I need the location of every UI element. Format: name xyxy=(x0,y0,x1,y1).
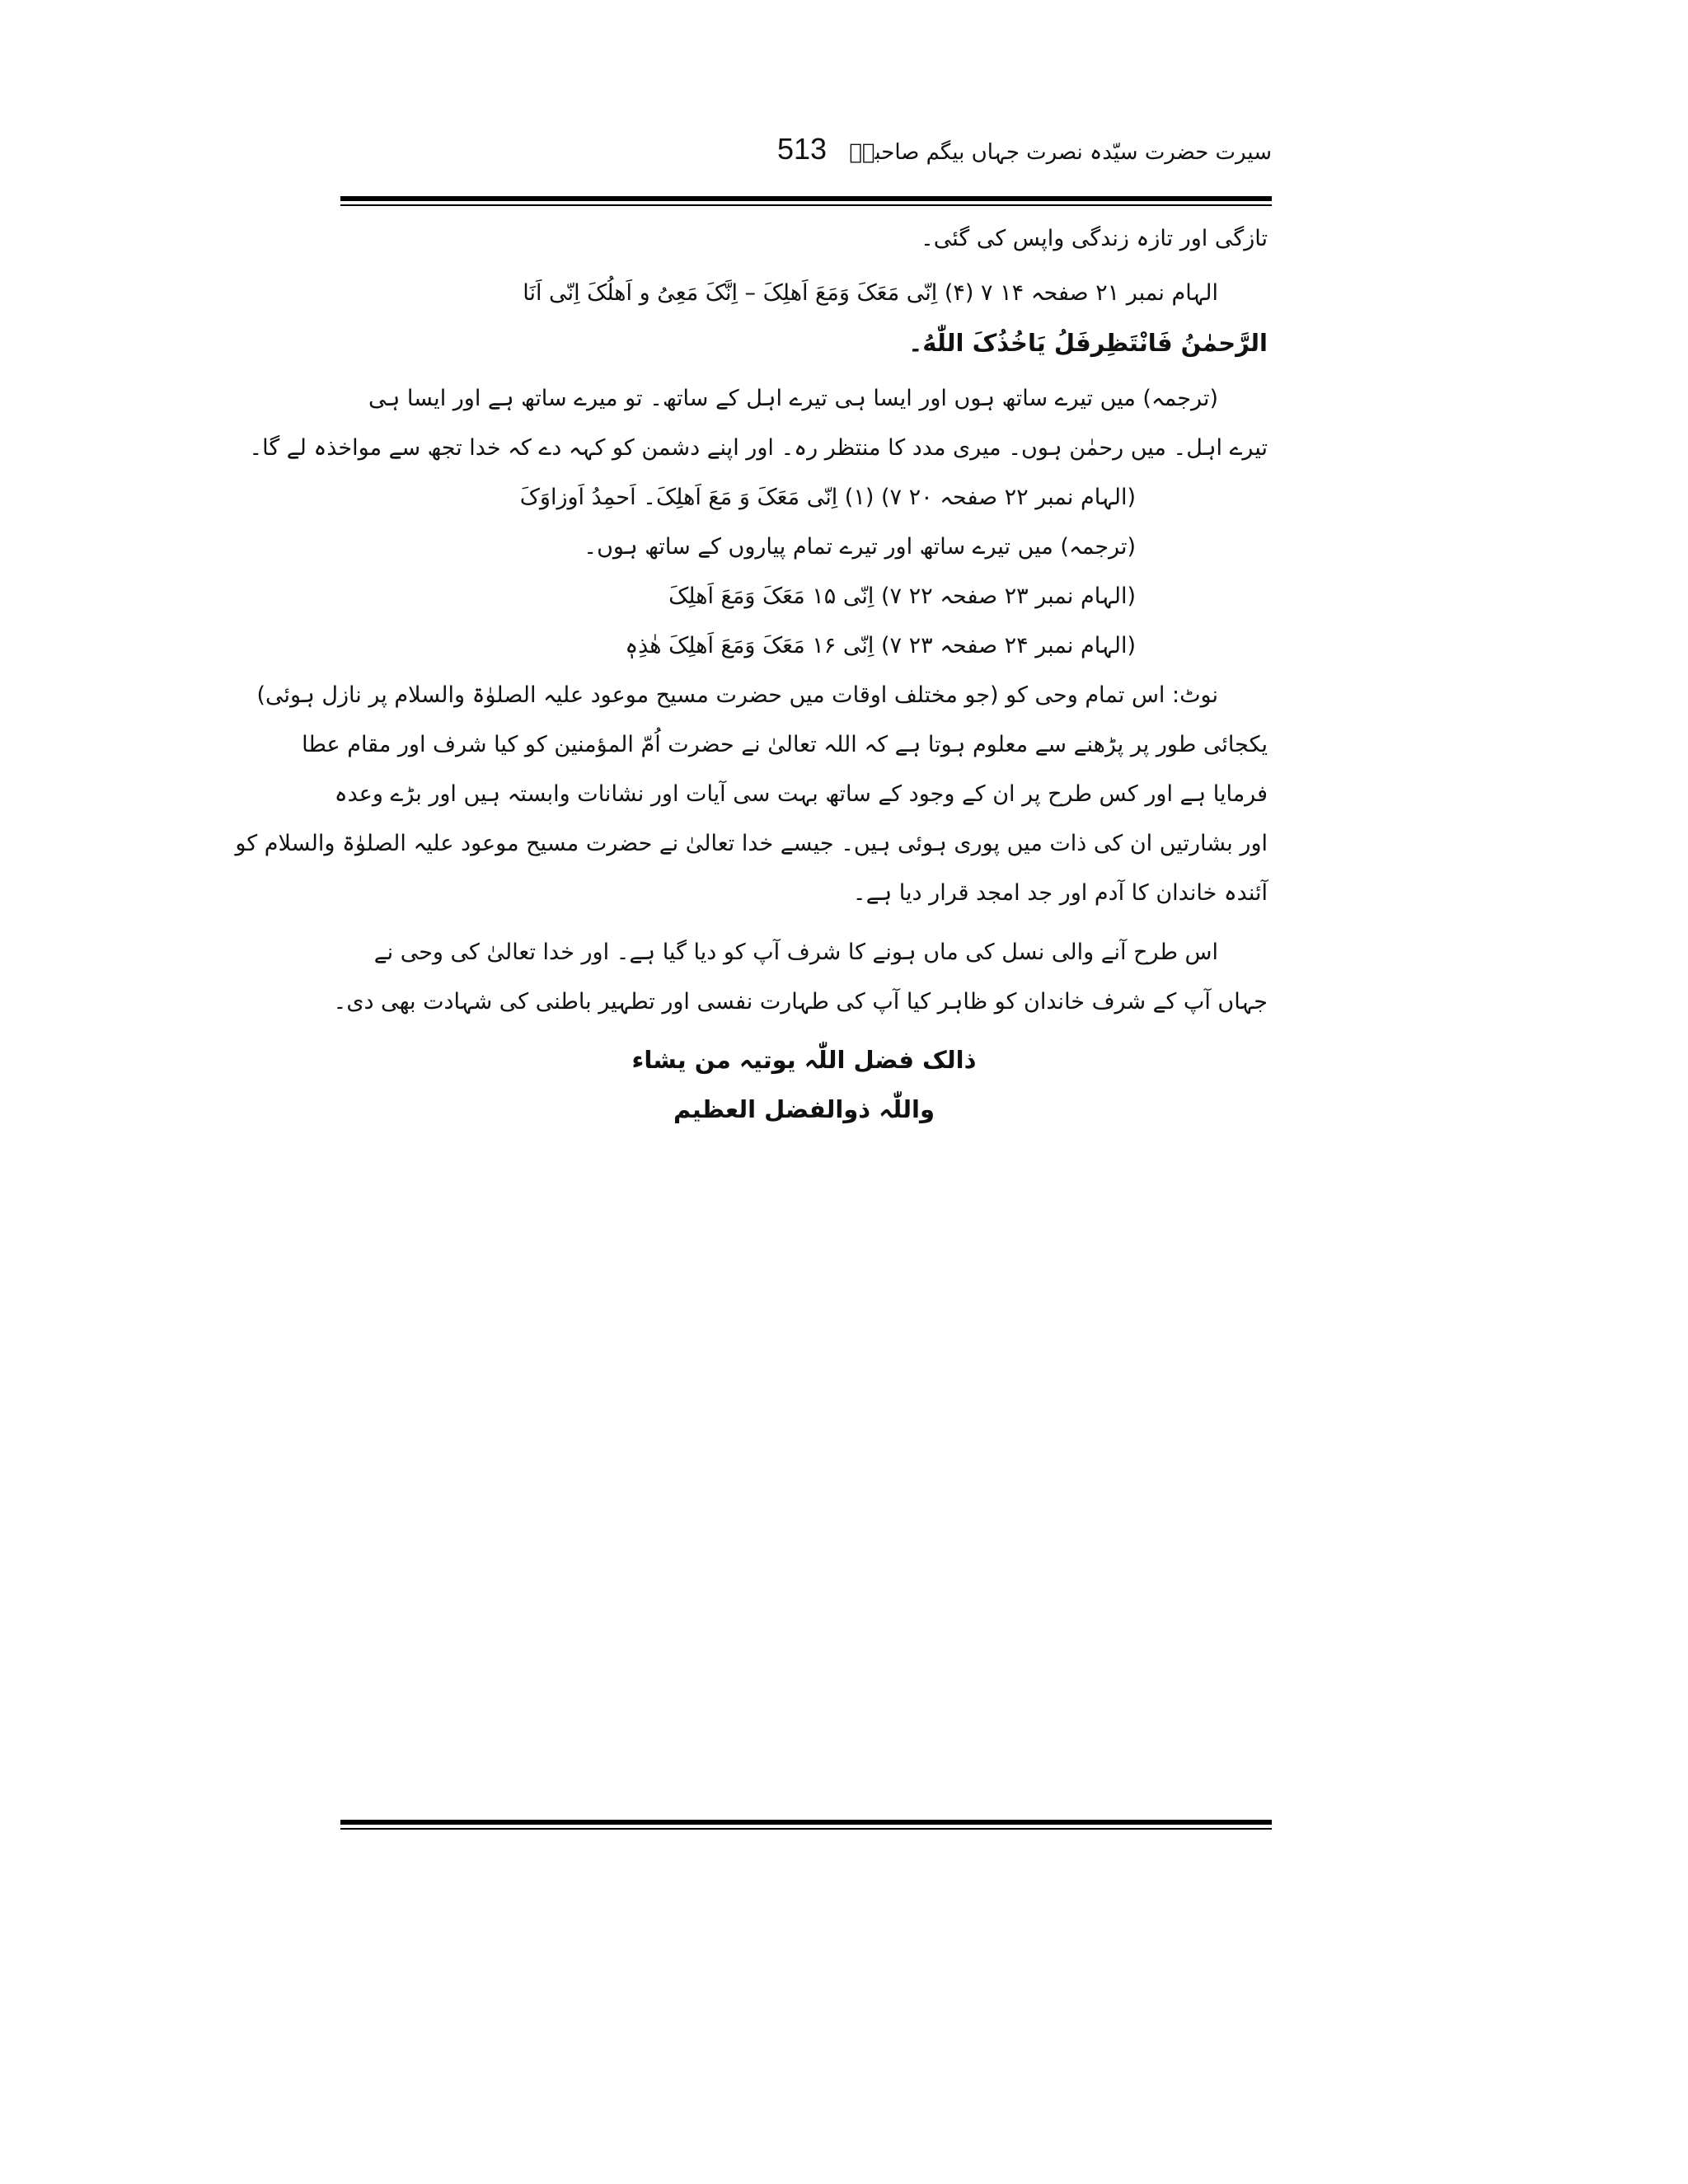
translation-line: (ترجمہ) میں تیرے ساتھ ہوں اور ایسا ہی تیرے اہل کے ساتھ۔ تو میرے ساتھ ہے اور ایسا ہی xyxy=(368,386,1218,411)
note-line: نوٹ: اس تمام وحی کو (جو مختلف اوقات میں حضرت مسیح موعود علیہ الصلوٰۃ والسلام پر نازل ہوئی) xyxy=(256,682,1218,708)
running-header-title: سیرت حضرت سیّدہ نصرت جہاں بیگم صاحبہؓ xyxy=(849,140,1272,165)
header-rule xyxy=(340,196,1272,208)
ilham-24-line: (الہام نمبر ۲۴ صفحہ ۲۳ ۷) اِنّی ۱۶ مَعَکَ وَمَعَ اَھلِکَ ھٰذِہٖ xyxy=(625,633,1136,658)
page-body xyxy=(235,214,1268,1134)
closing-line-2: واللّٰہ ذوالفضل العظیم xyxy=(673,1095,935,1123)
ilham-22-line: (الہام نمبر ۲۲ صفحہ ۲۰ ۷) (۱) اِنّی مَعَکَ وَ مَعَ اَھلِکَ۔ اَحمِدُ اَوزاوَکَ xyxy=(519,485,1136,510)
translation-line: (ترجمہ) میں تیرے ساتھ اور تیرے تمام پیاروں کے ساتھ ہوں۔ xyxy=(584,534,1136,560)
paragraph-line: اس طرح آنے والی نسل کی ماں ہونے کا شرف آپ کو دیا گیا ہے۔ اور خدا تعالیٰ کی وحی نے xyxy=(373,940,1218,965)
note-line: آئندہ خاندان کا آدم اور جد امجد قرار دیا ہے۔ xyxy=(852,880,1268,906)
closing-line-1: ذالک فضل اللّٰہ یوتیہ من یشاء xyxy=(631,1046,977,1074)
page-header xyxy=(340,132,1272,190)
page-number: 513 xyxy=(777,132,828,166)
translation-line: تیرے اہل۔ میں رحمٰن ہوں۔ میری مدد کا منتظر رہ۔ اور اپنے دشمن کو کہہ دے کہ خدا تجھ سے مواخذہ لے گا۔ xyxy=(249,435,1268,461)
note-line: یکجائی طور پر پڑھنے سے معلوم ہوتا ہے کہ اللہ تعالیٰ نے حضرت اُمّ المؤمنین کو کیا شرف اور مقام عطا xyxy=(302,732,1268,757)
note-line: اور بشارتیں ان کی ذات میں پوری ہوئی ہیں۔ جیسے خدا تعالیٰ نے حضرت مسیح موعود علیہ الصلوٰۃ والسلام کو xyxy=(235,831,1268,856)
ilham-21-line: الہام نمبر ۲۱ صفحہ ۱۴ ۷ (۴) اِنّی مَعَکَ وَمَعَ اَھلِکَ – اِنَّکَ مَعِیُ و اَھلُکَ اِنّی اَنَا xyxy=(523,280,1218,306)
footer-rule xyxy=(340,1820,1272,1831)
note-line: فرمایا ہے اور کس طرح پر ان کے وجود کے ساتھ بہت سی آیات اور نشانات وابستہ ہیں اور بڑے وعدہ xyxy=(334,781,1268,807)
arabic-continuation-line: الرَّحمٰنُ فَانْتَظِرفَلُ یَاخُذُکَ اللّٰهُ۔ xyxy=(908,329,1268,357)
paragraph-line: جہاں آپ کے شرف خاندان کو ظاہر کیا آپ کی طہارت نفسی اور تطہیر باطنی کی شہادت بھی دی۔ xyxy=(333,989,1268,1015)
ilham-23-line: (الہام نمبر ۲۳ صفحہ ۲۲ ۷) اِنّی ۱۵ مَعَکَ وَمَعَ اَھلِکَ xyxy=(668,583,1136,609)
body-line: تازگی اور تازہ زندگی واپس کی گئی۔ xyxy=(920,226,1268,251)
